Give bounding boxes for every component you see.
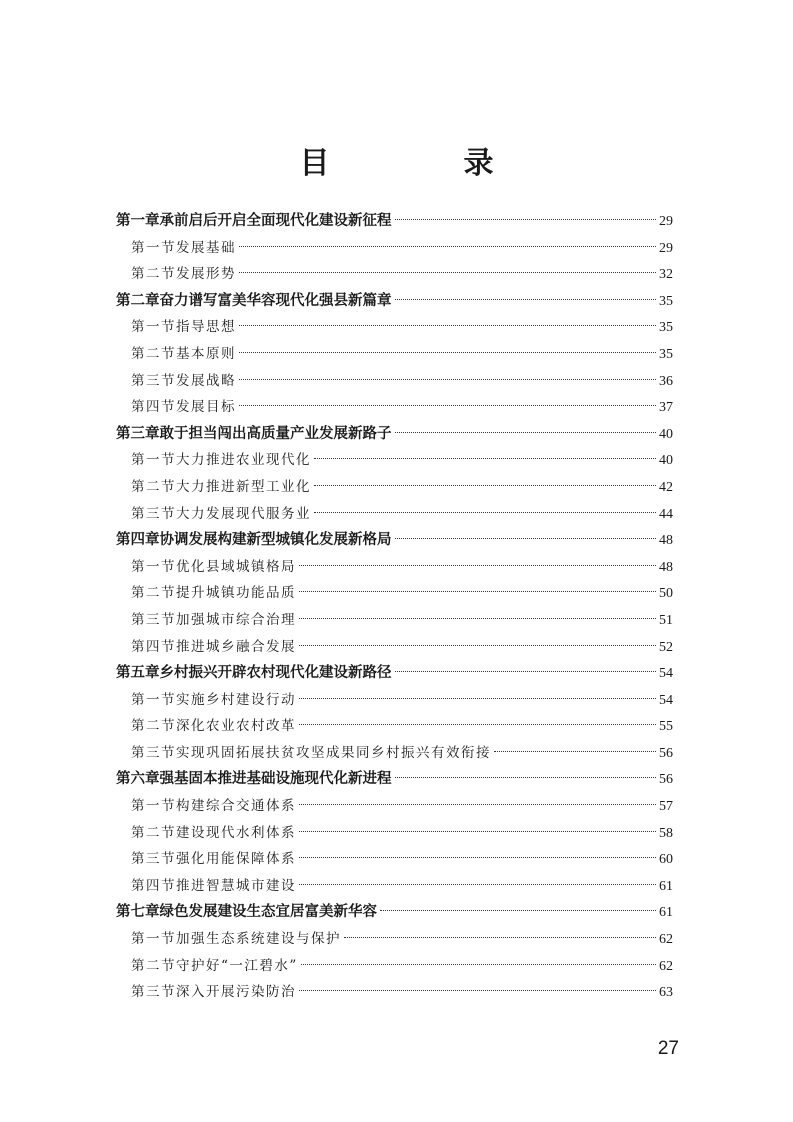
toc-chapter-entry[interactable] (116, 288, 673, 315)
toc-chapter-entry[interactable] (116, 660, 673, 687)
toc-entry-title: 第三节深入开展污染防治 (131, 984, 296, 1001)
toc-entry-title: 第四章协调发展构建新型城镇化发展新格局 (116, 532, 392, 549)
toc-dot-leader (299, 990, 656, 991)
toc-dot-leader (299, 645, 656, 646)
toc-section-entry[interactable] (116, 607, 673, 634)
toc-entry-title: 第二节大力推进新型工业化 (131, 478, 311, 495)
toc-entry-title: 第四节推进智慧城市建设 (131, 877, 296, 894)
toc-chapter-entry[interactable] (116, 766, 673, 793)
toc-list (116, 208, 673, 1006)
toc-entry-page: 44 (659, 506, 673, 522)
toc-entry-title: 第三节强化用能保障体系 (131, 851, 296, 868)
toc-dot-leader (239, 272, 656, 273)
toc-dot-leader (344, 937, 656, 938)
toc-entry-page: 50 (659, 586, 673, 602)
toc-section-entry[interactable] (116, 235, 673, 262)
toc-dot-leader (299, 565, 656, 566)
toc-section-entry[interactable] (116, 634, 673, 661)
toc-dot-leader (314, 485, 656, 486)
toc-entry-page: 55 (659, 719, 673, 735)
toc-entry-page: 63 (659, 985, 673, 1001)
toc-dot-leader (299, 884, 656, 885)
toc-section-entry[interactable] (116, 554, 673, 581)
toc-section-entry[interactable] (116, 687, 673, 714)
toc-entry-title: 第一节加强生态系统建设与保护 (131, 931, 341, 948)
toc-entry-page: 48 (659, 533, 673, 549)
toc-dot-leader (314, 458, 656, 459)
toc-section-entry[interactable] (116, 501, 673, 528)
toc-dot-leader (395, 219, 657, 220)
toc-entry-title: 第二节提升城镇功能品质 (131, 585, 296, 602)
toc-section-entry[interactable] (116, 368, 673, 395)
toc-section-entry[interactable] (116, 820, 673, 847)
toc-dot-leader (314, 512, 656, 513)
toc-entry-page: 37 (659, 400, 673, 416)
toc-entry-page: 35 (659, 293, 673, 309)
toc-entry-page: 57 (659, 799, 673, 815)
toc-entry-title: 第一节实施乡村建设行动 (131, 691, 296, 708)
toc-entry-title: 第五章乡村振兴开辟农村现代化建设新路径 (116, 665, 392, 682)
toc-entry-page: 56 (659, 772, 673, 788)
toc-section-entry[interactable] (116, 341, 673, 368)
toc-entry-page: 32 (659, 267, 673, 283)
toc-section-entry[interactable] (116, 740, 673, 767)
toc-entry-title: 第二节发展形势 (131, 266, 236, 283)
toc-dot-leader (239, 379, 656, 380)
toc-dot-leader (395, 432, 657, 433)
toc-dot-leader (299, 804, 656, 805)
toc-section-entry[interactable] (116, 447, 673, 474)
toc-section-entry[interactable] (116, 793, 673, 820)
toc-entry-title: 第四节发展目标 (131, 399, 236, 416)
toc-title: 目 录 (299, 146, 546, 181)
toc-entry-page: 40 (659, 453, 673, 469)
toc-chapter-entry[interactable] (116, 899, 673, 926)
toc-chapter-entry[interactable] (116, 421, 673, 448)
toc-entry-title: 第一节发展基础 (131, 239, 236, 256)
toc-dot-leader (299, 857, 656, 858)
page-number: 27 (657, 1038, 679, 1059)
toc-entry-title: 第三节大力发展现代服务业 (131, 505, 311, 522)
toc-entry-page: 36 (659, 373, 673, 389)
toc-section-entry[interactable] (116, 580, 673, 607)
toc-entry-page: 58 (659, 825, 673, 841)
toc-dot-leader (299, 618, 656, 619)
toc-dot-leader (395, 671, 657, 672)
toc-entry-page: 52 (659, 639, 673, 655)
toc-entry-title: 第二章奋力谱写富美华容现代化强县新篇章 (116, 292, 392, 309)
toc-entry-page: 60 (659, 852, 673, 868)
toc-entry-title: 第二节深化农业农村改革 (131, 718, 296, 735)
toc-section-entry[interactable] (116, 261, 673, 288)
toc-chapter-entry[interactable] (116, 527, 673, 554)
toc-entry-title: 第二节建设现代水利体系 (131, 824, 296, 841)
toc-entry-title: 第一节指导思想 (131, 319, 236, 336)
toc-entry-page: 51 (659, 612, 673, 628)
toc-entry-title: 第一节构建综合交通体系 (131, 798, 296, 815)
toc-dot-leader (239, 405, 656, 406)
toc-dot-leader (299, 831, 656, 832)
toc-entry-title: 第一节优化县域城镇格局 (131, 558, 296, 575)
toc-entry-page: 48 (659, 559, 673, 575)
toc-dot-leader (239, 246, 656, 247)
toc-section-entry[interactable] (116, 953, 673, 980)
toc-entry-page: 29 (659, 214, 673, 229)
toc-dot-leader (299, 724, 656, 725)
toc-entry-title: 第一章承前启后开启全面现代化建设新征程 (116, 213, 392, 229)
toc-entry-page: 62 (659, 958, 673, 974)
toc-section-entry[interactable] (116, 846, 673, 873)
toc-dot-leader (395, 777, 657, 778)
toc-entry-title: 第四节推进城乡融合发展 (131, 638, 296, 655)
toc-dot-leader (494, 751, 656, 752)
toc-dot-leader (299, 591, 656, 592)
toc-entry-title: 第三节加强城市综合治理 (131, 611, 296, 628)
toc-entry-title: 第一节大力推进农业现代化 (131, 452, 311, 469)
toc-entry-page: 56 (659, 745, 673, 761)
toc-section-entry[interactable] (116, 474, 673, 501)
toc-entry-page: 35 (659, 346, 673, 362)
toc-dot-leader (380, 910, 656, 911)
toc-section-entry[interactable] (116, 926, 673, 953)
toc-entry-page: 40 (659, 426, 673, 442)
toc-chapter-entry[interactable] (116, 208, 673, 235)
toc-entry-page: 61 (659, 878, 673, 894)
toc-dot-leader (239, 352, 656, 353)
toc-dot-leader (299, 698, 656, 699)
toc-entry-page: 42 (659, 479, 673, 495)
toc-section-entry[interactable] (116, 979, 673, 1006)
toc-section-entry[interactable] (116, 394, 673, 421)
toc-entry-title: 第二节守护好“一江碧水” (131, 957, 298, 974)
toc-entry-title: 第二节基本原则 (131, 345, 236, 362)
toc-section-entry[interactable] (116, 713, 673, 740)
toc-entry-page: 62 (659, 932, 673, 948)
toc-entry-title: 第三章敢于担当闯出高质量产业发展新路子 (116, 425, 392, 442)
toc-entry-page: 54 (659, 692, 673, 708)
toc-entry-page: 35 (659, 320, 673, 336)
toc-entry-page: 29 (659, 240, 673, 256)
toc-dot-leader (395, 299, 657, 300)
toc-entry-title: 第六章强基固本推进基础设施现代化新进程 (116, 771, 392, 788)
toc-dot-leader (395, 538, 657, 539)
toc-entry-title: 第三节实现巩固拓展扶贫攻坚成果同乡村振兴有效衔接 (131, 744, 491, 761)
toc-section-entry[interactable] (116, 873, 673, 900)
toc-entry-title: 第七章绿色发展建设生态宜居富美新华容 (116, 904, 377, 921)
toc-entry-page: 54 (659, 666, 673, 682)
toc-section-entry[interactable] (116, 314, 673, 341)
toc-dot-leader (239, 325, 656, 326)
toc-entry-title: 第三节发展战略 (131, 372, 236, 389)
toc-dot-leader (301, 964, 656, 965)
toc-entry-page: 61 (659, 905, 673, 921)
